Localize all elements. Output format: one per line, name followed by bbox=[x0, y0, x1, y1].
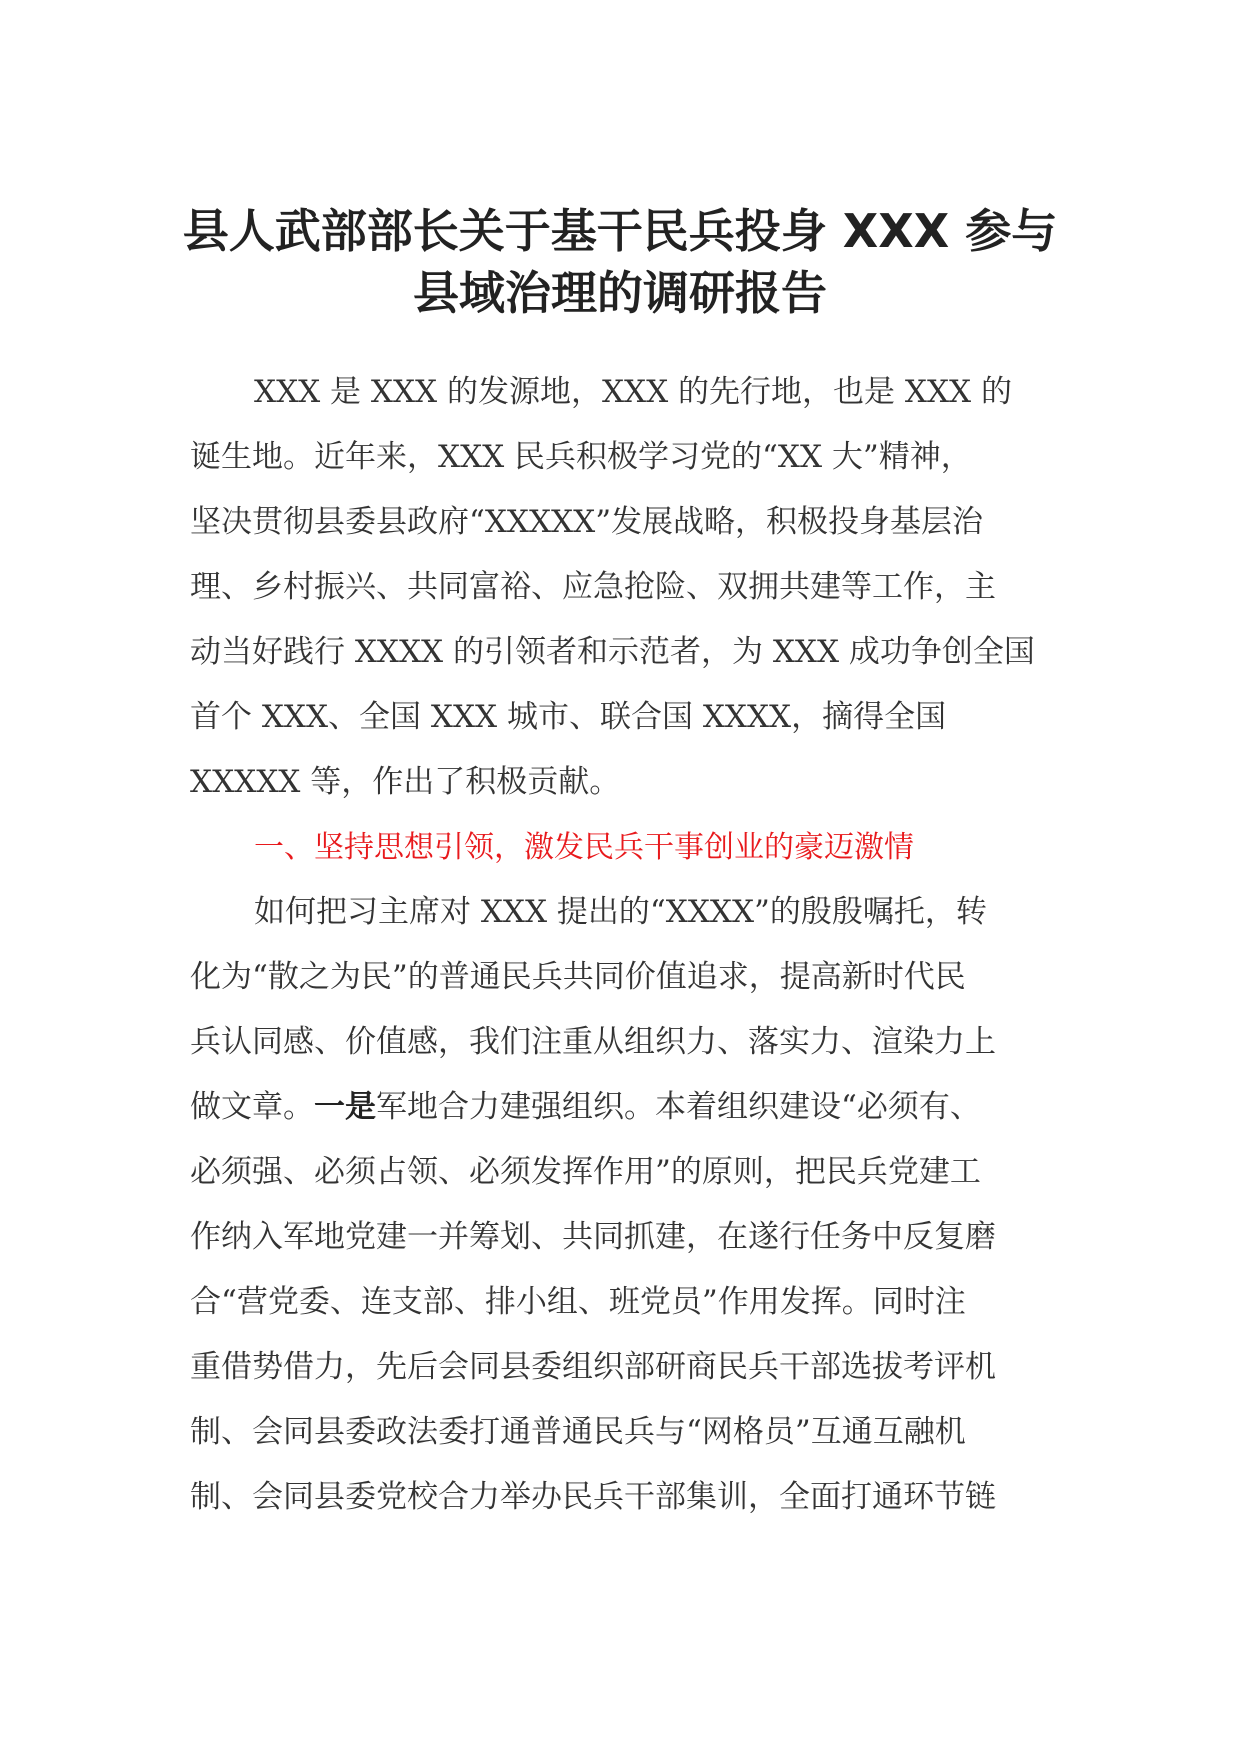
paragraph-1-line: 诞生地。近年来，XXX 民兵积极学习党的“XX 大”精神， bbox=[190, 439, 972, 475]
document-body bbox=[190, 360, 1060, 1530]
paragraph-1-line: XXXXX 等，作出了积极贡献。 bbox=[190, 764, 621, 800]
paragraph-2-line: 作纳入军地党建一并筹划、共同抓建，在遂行任务中反复磨 bbox=[190, 1219, 996, 1255]
bold-enumerator: 一是 bbox=[314, 1089, 376, 1125]
paragraph-2-line: 制、会同县委政法委打通普通民兵与“网格员”互通互融机 bbox=[190, 1414, 966, 1450]
line-prefix: 做文章。 bbox=[190, 1089, 314, 1125]
paragraph-1-line: 理、乡村振兴、共同富裕、应急抢险、双拥共建等工作，主 bbox=[190, 569, 996, 605]
paragraph-2-line: 必须强、必须占领、必须发挥作用”的原则，把民兵党建工 bbox=[190, 1154, 981, 1190]
section-1-heading: 一、坚持思想引领，激发民兵干事创业的豪迈激情 bbox=[254, 830, 914, 865]
paragraph-2-line: 如何把习主席对 XXX 提出的“XXXX”的殷殷嘱托，转 bbox=[254, 894, 987, 930]
paragraph-1-line: XXX 是 XXX 的发源地，XXX 的先行地，也是 XXX 的 bbox=[254, 374, 1012, 410]
paragraph-2-line: 重借势借力，先后会同县委组织部研商民兵干部选拔考评机 bbox=[190, 1349, 996, 1385]
line-suffix: 军地合力建强组织。本着组织建设“必须有、 bbox=[376, 1089, 981, 1125]
paragraph-2-line-with-bold bbox=[190, 1075, 1060, 1140]
paragraph-2-line: 制、会同县委党校合力举办民兵干部集训，全面打通环节链 bbox=[190, 1479, 996, 1515]
paragraph-1-line: 首个 XXX、全国 XXX 城市、联合国 XXXX，摘得全国 bbox=[190, 699, 947, 735]
paragraph-1-line: 动当好践行 XXXX 的引领者和示范者，为 XXX 成功争创全国 bbox=[190, 634, 1035, 670]
paragraph-2-line: 化为“散之为民”的普通民兵共同价值追求，提高新时代民 bbox=[190, 959, 966, 995]
paragraph-2-line: 合“营党委、连支部、排小组、班党员”作用发挥。同时注 bbox=[190, 1284, 966, 1320]
paragraph-2-line: 兵认同感、价值感，我们注重从组织力、落实力、渲染力上 bbox=[190, 1024, 996, 1060]
document-title bbox=[150, 200, 1090, 324]
title-line-2: 县域治理的调研报告 bbox=[413, 266, 827, 320]
paragraph-1-line: 坚决贯彻县委县政府“XXXXX”发展战略，积极投身基层治 bbox=[190, 504, 984, 540]
title-line-1: 县人武部部长关于基干民兵投身 XXX 参与 bbox=[182, 204, 1058, 258]
